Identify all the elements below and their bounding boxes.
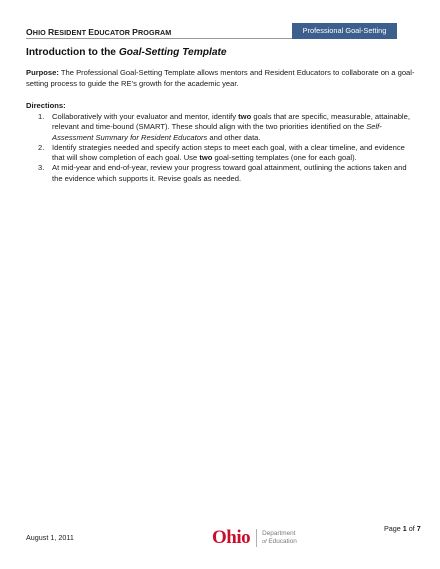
- program-name-initial-r: R: [47, 27, 55, 37]
- direction-document-reference: Self-Assessment Summary for Resident Educators: [52, 122, 382, 142]
- direction-text: and other data.: [207, 132, 261, 142]
- program-name: [26, 27, 171, 37]
- purpose-text: The Professional Goal-Setting Template allows mentors and Resident Educators to collaborate on a goal-setting process to guide the RE’s growth for the academic year.: [26, 68, 415, 88]
- footer-date: August 1, 2011: [26, 533, 74, 542]
- page-number-total: 7: [416, 524, 421, 533]
- direction-emphasis: two: [199, 153, 213, 163]
- page-title-prefix: Introduction to the: [26, 47, 119, 58]
- direction-item-3: [26, 163, 416, 184]
- program-name-part: DUCATOR: [94, 28, 133, 37]
- page-number: [384, 524, 421, 533]
- direction-number: 1.: [38, 112, 45, 121]
- program-name-part: HIO: [32, 28, 48, 37]
- logo-department-line1: Department: [262, 529, 296, 537]
- direction-number: 3.: [38, 163, 45, 173]
- purpose-label: Purpose:: [26, 68, 59, 77]
- direction-text: goals that are specific, measurable, attainable, relevant and time-bound (SMART). These should align with the two priorities identified on the: [52, 112, 410, 132]
- page-number-separator: of: [406, 524, 417, 533]
- page-title-emphasis: Goal-Setting Template: [118, 47, 227, 58]
- logo-divider: [256, 529, 257, 547]
- program-name-part: ESIDENT: [54, 28, 89, 37]
- direction-number: 2.: [38, 142, 45, 152]
- logo-department-of: of: [262, 538, 267, 545]
- logo-department-line2: Education: [266, 537, 297, 545]
- program-name-initial-o: O: [26, 27, 33, 37]
- section-tab: Professional Goal-Setting: [292, 23, 397, 39]
- direction-emphasis: two: [238, 112, 252, 121]
- program-name-initial-p: P: [132, 27, 139, 37]
- direction-item-1: [26, 112, 416, 143]
- page-number-prefix: Page: [384, 524, 403, 533]
- directions-list: [26, 112, 416, 184]
- ohio-department-logo: [212, 527, 297, 549]
- purpose-paragraph: [26, 68, 416, 89]
- program-name-initial-e: E: [88, 27, 95, 37]
- program-name-part: ROGRAM: [138, 28, 172, 37]
- logo-department-text: [262, 530, 297, 546]
- header-divider: [26, 38, 292, 39]
- direction-text: goal-setting templates (one for each goal).: [212, 153, 357, 163]
- direction-text: At mid-year and end-of-year, review your progress toward goal attainment, outlining the actions taken and the evidence which supports it. Revise goals as needed.: [52, 163, 407, 183]
- directions-label: Directions:: [26, 101, 66, 110]
- page-title: [26, 47, 227, 58]
- direction-item-2: [26, 143, 416, 164]
- direction-text: Collaboratively with your evaluator and mentor, identify: [52, 112, 239, 121]
- ohio-logo-wordmark: Ohio: [212, 527, 251, 548]
- direction-text: Identify strategies needed and specify action steps to meet each goal, with a clear timeline, and evidence that will show completion of each goal. Use: [52, 142, 405, 163]
- page-number-current: 1: [402, 524, 407, 533]
